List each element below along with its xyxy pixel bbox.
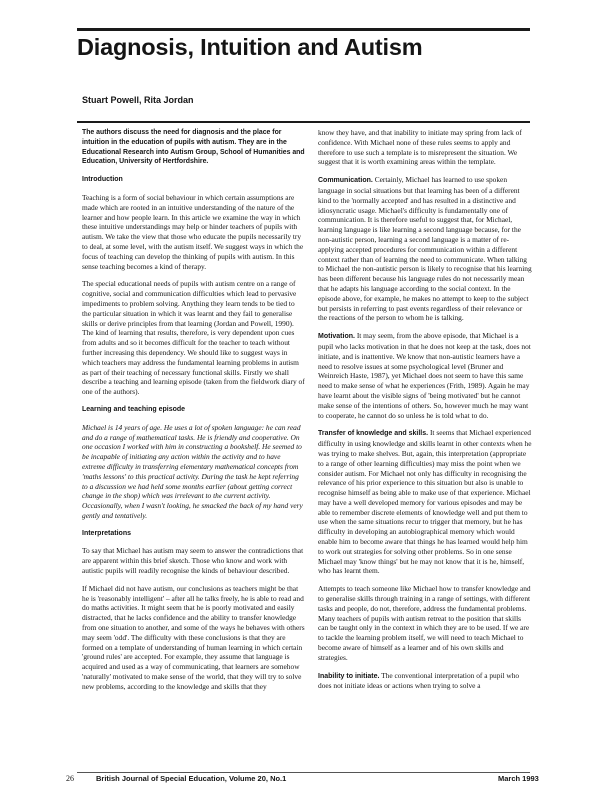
right-column: [318, 128, 533, 691]
transfer-text: It seems that Michael experienced difficulty in using knowledge and skills learnt in other contexts when he was trying to make shelves. But, again, this interpretation (appropriate to a range of other learning difficulties) may miss the point when we consider autism. For Michael not only has difficulty in recognising the relevance of his prior experience to this situation but also is unable to recognise himself as being able to make use of that experience. Michael may have a well developed memory for various episodes and may be able to remember discrete elements of knowledge well and put them to use when the same situations recur to trigger that memory, but he has difficulty in developing an autobiographical memory which would enable him to become aware that things he has learned would help him to work out strategies for solving other problems. So in one sense Michael may 'know things' but he may not know that it is he, himself, who has learnt them.: [318, 428, 532, 576]
attempts-paragraph: Attempts to teach someone like Michael how to transfer knowledge and to generalise skills through training in a range of settings, with different tasks and people, do not, therefore, address the fundamental problems. Many teachers of pupils with autism retreat to the position that skills can be taught only in the context in which they are to be used. If we are to tackle the learning problem itself, we will need to teach Michael to become aware of himself as a learner and of his own skills and strategies.: [318, 584, 531, 662]
heading-communication: Communication.: [318, 177, 373, 185]
continued-paragraph: know they have, and that inability to initiate may spring from lack of confidence. With Michael none of these rules seems to apply and therefore to use such a template is to misrepresent the situation. We suggest that it is worth examining areas within the template.: [318, 128, 522, 167]
page-number: 26: [66, 774, 74, 783]
abstract: The authors discuss the need for diagnosis and the place for intuition in the education of pupils with autism. They are in the Educational Research into Autism Group, School of Humanities and Education, University of Hertfordshire.: [82, 129, 305, 166]
interp-paragraph-2: If Michael did not have autism, our conclusions as teachers might be that he is 'reasonably intelligent' – after all he talks freely, he is able to read and do maths activities. It might seem that he is poorly motivated and easily distracted, that he lacks confidence and the ability to transfer knowledge from one situation to another, and some of the ways he behaves with others may seem 'odd'. The difficulty with these conclusions is that they are formed on a template of understanding of human learning in which certain 'ground rules' are accepted. For example, they assume that language is acquired and used as a way of communicating, that learners are somehow 'naturally' motivated to make sense of the world, that they will try to solve new problems, according to the knowledge and skills that they: [82, 583, 305, 691]
interp-paragraph-1: To say that Michael has autism may seem to answer the contradictions that are apparent within this brief sketch. Those who know and work with autistic pupils will readily recognise the kinds of behaviour described.: [82, 546, 304, 576]
journal-citation: British Journal of Special Education, Volume 20, No.1: [96, 774, 287, 783]
heading-episode: Learning and teaching episode: [82, 405, 186, 413]
heading-transfer: Transfer of knowledge and skills.: [318, 430, 429, 438]
issue-date: March 1993: [498, 774, 539, 783]
episode-paragraph: Michael is 14 years of age. He uses a lot of spoken language: he can read and do a range of mathematical tasks. He is friendly and cooperative. On one occasion I worked with him in constructing a bookshelf. He seemed to be incapable of initiating any action within the activity and to have extreme difficulty in transferring elementary mathematical concepts from 'maths lessons' to this practical activity. During the task he kept referring to a discussion we had held some months earlier (about getting correct change in the shop) which was irrelevant to the current activity. Occasionally, when I wasn't looking, he smacked the back of my hand very gently and tentatively.: [82, 422, 303, 520]
footer-rule: [77, 772, 530, 773]
heading-motivation: Motivation.: [318, 333, 355, 341]
left-column: [82, 128, 305, 692]
motivation-text: It may seem, from the above episode, that Michael is a pupil who lacks motivation in that he does not keep at the task, does not initiate, and is inattentive. We know that non-autistic learners have a need to resolve issues at some psychological level (Bruner and Weinreich Haste, 1987), yet Michael does not seem to have this same need to make sense of what he experiences (Frith, 1989). Again he may have learnt about the visible signs of 'being motivated' but he cannot make sense of the intentions of others. So, however much he may want to cooperate, he cannot do so unless he is told what to do.: [318, 331, 531, 420]
intro-paragraph-2: The special educational needs of pupils with autism centre on a range of cognitive, social and communication difficulties which lead to pervasive impediments to problem solving. Anything they learn tends to be tied to the particular situation in which it was learnt and they fail to generalise skills or derive principles from that learning (Jordan and Powell, 1990). The kind of learning that results, therefore, is very dependent upon cues from adults and so it becomes difficult for the teacher to teach without further increasing this dependency. We should like to suggest ways in which teachers may address the fundamental learning problems in autism as part of their teaching of necessary functional skills. Firstly we shall describe a teaching and learning episode (taken from the fieldwork diary of one of the authors).: [82, 279, 305, 397]
inability-text: The conventional interpretation of a pupil who does not initiate ideas or actions when trying to solve a: [318, 670, 520, 691]
heading-introduction: Introduction: [82, 176, 123, 184]
intro-paragraph-1: Teaching is a form of social behaviour in which certain assumptions are made which are rooted in an intuitive understanding of the nature of the learner and how people learn. In this article we examine the way in which these intuitive understandings may help or hinder teachers of pupils with autism. We take the view that those who educate the pupils necessarily try to deal, at some level, with the autism itself. We suggest ways in which the focus of teaching can develop the thinking of pupils with autism. In this sense teaching becomes a kind of therapy.: [82, 192, 304, 271]
communication-paragraph: [318, 175, 533, 323]
heading-inability: Inability to initiate.: [318, 672, 380, 680]
article-title: Diagnosis, Intuition and Autism: [77, 34, 423, 60]
communication-text: Certainly, Michael has learned to use spoken language in social situations but that learning has been of a different kind to the 'normally accepted' and has resulted in a distinctive and idiosyncratic usage. Michael's difficulty is fundamentally one of communication. It is therefore useful to suggest that, for Michael, learning language is like learning a second language because, for the non-autistic person, learning a second language is a matter of re-applying accepted procedures for communication within a different context rather than of learning the need to communicate. When talking to Michael the non-autistic person is likely to recognise that his learning has been different because his language rules do not necessarily mean that he adapts his language according to the social context. In the episode above, for example, he makes no attempt to keep to the subject but persists in referring to past events regardless of their relevance or the reactions of the person to whom he is talking.: [318, 175, 532, 323]
transfer-paragraph: [318, 428, 533, 576]
inability-paragraph: [318, 671, 533, 692]
section-rule: [77, 121, 530, 123]
motivation-paragraph: [318, 331, 533, 420]
heading-interpretations: Interpretations: [82, 529, 132, 537]
article-authors: Stuart Powell, Rita Jordan: [82, 95, 194, 105]
